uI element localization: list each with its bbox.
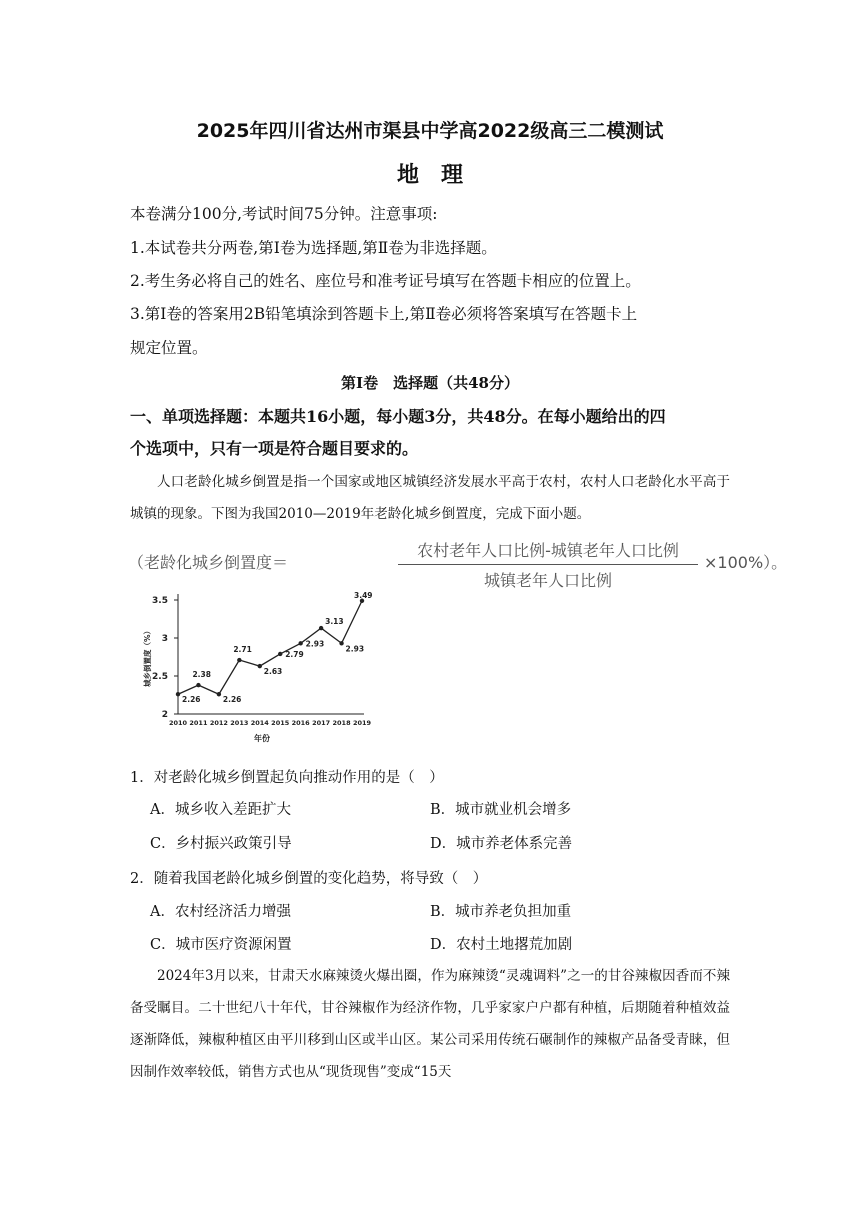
x-tick-label: 2019 [352, 719, 372, 727]
formula-denominator: 城镇老年人口比例 [483, 571, 612, 590]
intro-line-3: 2.考生务必将自己的姓名、座位号和准考证号填写在答题卡相应的位置上。 [130, 272, 641, 290]
section-instruction-2: 个选项中，只有一项是符合题目要求的。 [130, 439, 419, 458]
exam-title: 2025年四川省达州市渠县中学高2022级高三二模测试 [196, 120, 664, 142]
data-point [217, 692, 221, 696]
data-label: 2.79 [285, 649, 304, 659]
data-label: 2.26 [182, 695, 201, 705]
section-title: 第Ⅰ卷 选择题（共48分） [341, 374, 519, 392]
y-tick-label: 2.5 [152, 672, 168, 682]
data-label: 2.71 [233, 645, 252, 655]
data-label: 2.93 [345, 644, 365, 654]
intro-line-4: 3.第Ⅰ卷的答案用2B铅笔填涂到答题卡上,第Ⅱ卷必须将答案填写在答题卡上 [130, 305, 638, 323]
formula [128, 538, 788, 590]
data-label: 2.38 [192, 670, 211, 680]
data-point [258, 664, 262, 668]
data-point [339, 641, 343, 645]
data-label: 3.13 [325, 617, 344, 627]
question-2-option-a[interactable]: A．农村经济活力增强 [150, 904, 291, 920]
intro-line-1: 本卷满分100分,考试时间75分钟。注意事项: [130, 205, 438, 223]
intro-line-5: 规定位置。 [130, 339, 208, 357]
formula-numerator: 农村老年人口比例-城镇老年人口比例 [417, 541, 679, 560]
data-point [278, 652, 282, 656]
x-tick-label: 2018 [332, 719, 351, 727]
question-1-option-b[interactable]: B．城市就业机会增多 [430, 802, 572, 818]
series-line [178, 601, 362, 694]
x-tick-label: 2017 [312, 719, 331, 727]
data-label: 2.93 [305, 639, 325, 649]
data-point [298, 641, 302, 645]
y-tick-label: 2 [161, 710, 168, 720]
question-2-option-c[interactable]: C．城市医疗资源闲置 [150, 937, 292, 953]
subject-title: 地理 [396, 163, 485, 188]
x-tick-label: 2011 [189, 719, 208, 727]
x-tick-label: 2016 [291, 719, 310, 727]
data-point [196, 683, 200, 687]
section-instruction-1: 一、单项选择题：本题共16小题，每小题3分，共48分。在每小题给出的四 [130, 407, 666, 426]
passage-chili: 2024年3月以来，甘肃天水麻辣烫火爆出圈，作为麻辣烫“灵魂调料”之一的甘谷辣椒因香而不辣备受瞩目。二十世纪八十年代，甘谷辣椒作为经济作物，几乎家家户户都有种植，后期随着种植效益逐渐降低，辣椒种植区由平川移到山区或半山区。某公司采用传统石碾制作的辣椒产品备受青睐，但因制作效率较低，销售方式也从“现货现售”变成“15天 [130, 968, 730, 1080]
question-2-option-b[interactable]: B．城市养老负担加重 [430, 904, 572, 920]
question-1-stem: 1．对老龄化城乡倒置起负向推动作用的是（ ） [130, 770, 444, 786]
data-label: 2.63 [263, 667, 283, 677]
x-axis-label: 年份 [254, 734, 270, 743]
question-1-option-c[interactable]: C．乡村振兴政策引导 [150, 836, 292, 852]
x-tick-label: 2010 [168, 719, 188, 727]
question-2-option-d[interactable]: D．农村土地撂荒加剧 [430, 937, 573, 953]
formula-lhs: （老龄化城乡倒置度＝ [128, 553, 289, 572]
question-2-stem: 2．随着我国老龄化城乡倒置的变化趋势，将导致（ ） [130, 871, 488, 887]
x-tick-label: 2013 [230, 719, 249, 727]
data-label: 3.49 [354, 590, 373, 600]
formula-rhs: ×100%）。 [704, 553, 788, 572]
y-tick-label: 3 [161, 634, 168, 644]
question-1-option-a[interactable]: A．城乡收入差距扩大 [150, 802, 291, 818]
intro-line-2: 1.本试卷共分两卷,第Ⅰ卷为选择题,第Ⅱ卷为非选择题。 [130, 239, 497, 257]
formula-fraction [394, 538, 702, 591]
passage-aging: 人口老龄化城乡倒置是指一个国家或地区城镇经济发展水平高于农村，农村人口老龄化水平高于城镇的现象。下图为我国2010—2019年老龄化城乡倒置度，完成下面小题。 [130, 474, 730, 522]
x-tick-label: 2015 [271, 719, 290, 727]
data-point [176, 692, 180, 696]
x-tick-label: 2014 [250, 719, 269, 727]
y-tick-label: 3.5 [152, 596, 168, 606]
data-point [319, 626, 323, 630]
data-label: 2.26 [222, 695, 242, 705]
question-1-option-d[interactable]: D．城市养老体系完善 [430, 836, 573, 852]
data-point [237, 658, 241, 662]
y-axis-label: 城乡倒置度（%） [143, 626, 152, 688]
line-chart [130, 588, 380, 754]
x-tick-label: 2012 [209, 719, 228, 727]
